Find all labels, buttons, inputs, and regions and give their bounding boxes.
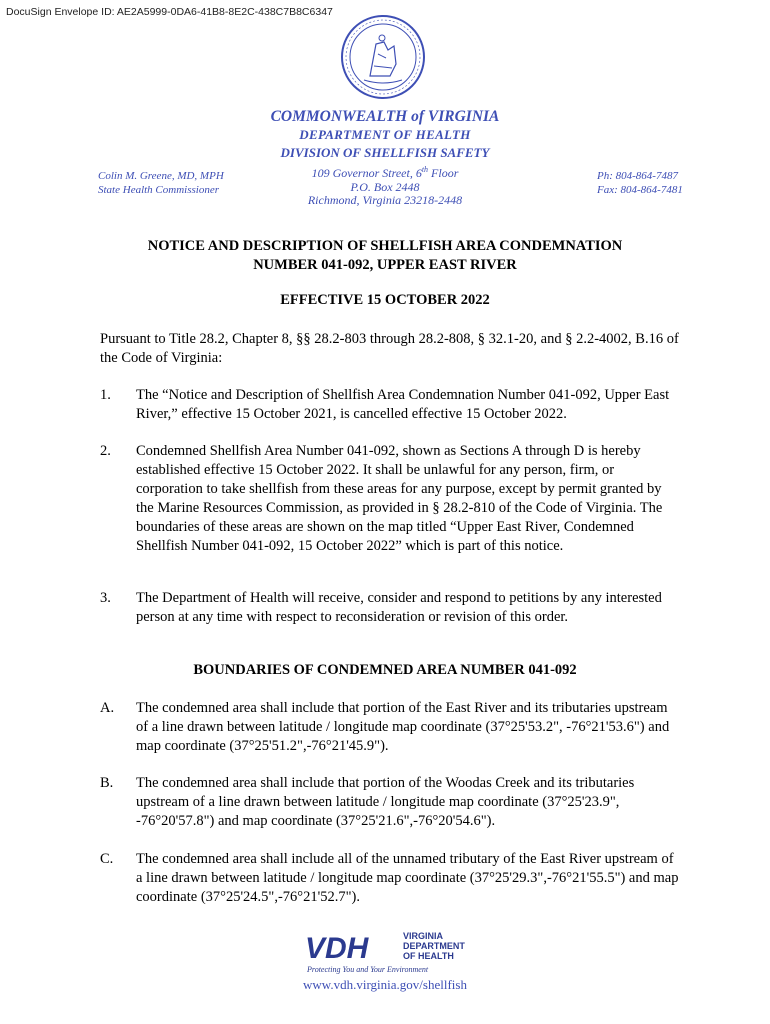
boundaries-heading: BOUNDARIES OF CONDEMNED AREA NUMBER 041-092 (193, 662, 577, 678)
item-letter: A. (100, 700, 115, 716)
logo-mark: VDH (305, 932, 369, 965)
boundary-item (100, 774, 680, 831)
item-letter: C. (100, 851, 114, 867)
docusign-envelope-id: DocuSign Envelope ID: AE2A5999-0DA6-41B8-8E2C-438C7B8C6347 (6, 6, 333, 18)
item-number: 3. (100, 590, 111, 606)
item-text: The condemned area shall include that portion of the East River and its tributaries upstream of a line drawn between latitude / longitude map coordinate (37°25'53.2", -76°21'53.6") and map coordinate (37°25'51.2",-76°21'45.9"). (136, 700, 670, 754)
virginia-seal-icon (340, 14, 426, 100)
address-line-1: 109 Governor Street, 6th Floor (311, 165, 459, 180)
item-number: 2. (100, 443, 111, 459)
list-item (100, 589, 680, 627)
list-item (100, 442, 680, 556)
logo-line-3: OF HEALTH (403, 951, 454, 961)
item-text: The condemned area shall include all of the unnamed tributary of the East River upstream of a line drawn between latitude / longitude map coordinate (37°25'29.3",-76°21'55.5") and map coordinate (37°25'24.5",-76°21'52.7"). (136, 851, 679, 905)
address-line-2: P.O. Box 2448 (350, 179, 420, 194)
vdh-logo-icon (305, 928, 465, 978)
item-text: Condemned Shellfish Area Number 041-092, shown as Sections A through D is hereby established effective 15 October 2022. It shall be unlawful for any person, firm, or corporation to take shellfish from these areas for any purpose, except by permit granted by the Marine Resources Commission, as provided in § 28.2-810 of the Code of Virginia. The boundaries of these areas are shown on the map titled “Upper East River, Condemned Shellfish Number 041-092, 15 October 2022” which is part of this notice. (136, 443, 663, 554)
item-letter: B. (100, 775, 114, 791)
item-text: The “Notice and Description of Shellfish Area Condemnation Number 041-092, Upper East River,” effective 15 October 2021, is cancelled effective 15 October 2022. (136, 387, 670, 422)
intro-paragraph: Pursuant to Title 28.2, Chapter 8, §§ 28.2-803 through 28.2-808, § 32.1-20, and § 2.2-4002, B.16 of the Code of Virginia: (100, 331, 679, 366)
item-text: The Department of Health will receive, consider and respond to petitions by any interested person at any time with respect to reconsideration or revision of this order. (136, 590, 662, 625)
boundary-item (100, 699, 680, 756)
logo-tagline: Protecting You and Your Environment (307, 965, 429, 974)
commissioner-name: Colin M. Greene, MD, MPH (98, 170, 224, 182)
logo-line-1: VIRGINIA (403, 931, 444, 941)
phone-number: Ph: 804-864-7487 (597, 170, 678, 182)
logo-line-2: DEPARTMENT (403, 941, 465, 951)
org-department: DEPARTMENT OF HEALTH (299, 127, 471, 142)
org-division: DIVISION OF SHELLFISH SAFETY (280, 145, 490, 160)
org-commonwealth: COMMONWEALTH of VIRGINIA (270, 108, 500, 125)
item-number: 1. (100, 387, 111, 403)
notice-title: NOTICE AND DESCRIPTION OF SHELLFISH AREA CONDEMNATION NUMBER 041-092, UPPER EAST RIVER (147, 238, 623, 273)
fax-number: Fax: 804-864-7481 (597, 184, 683, 196)
effective-date: EFFECTIVE 15 OCTOBER 2022 (280, 292, 490, 308)
boundary-item (100, 850, 680, 907)
address-line-3: Richmond, Virginia 23218-2448 (307, 193, 463, 207)
phone-fax-block (597, 169, 683, 197)
footer-url: www.vdh.virginia.gov/shellfish (303, 977, 467, 992)
list-item (100, 386, 680, 424)
item-text: The condemned area shall include that portion of the Woodas Creek and its tributaries upstream of a line drawn between latitude / longitude map coordinate (37°25'23.9", -76°20'57.8") and map coordinate (37°25'21.6",-76°20'54.6"). (136, 775, 635, 829)
commissioner-title: State Health Commissioner (98, 184, 219, 196)
